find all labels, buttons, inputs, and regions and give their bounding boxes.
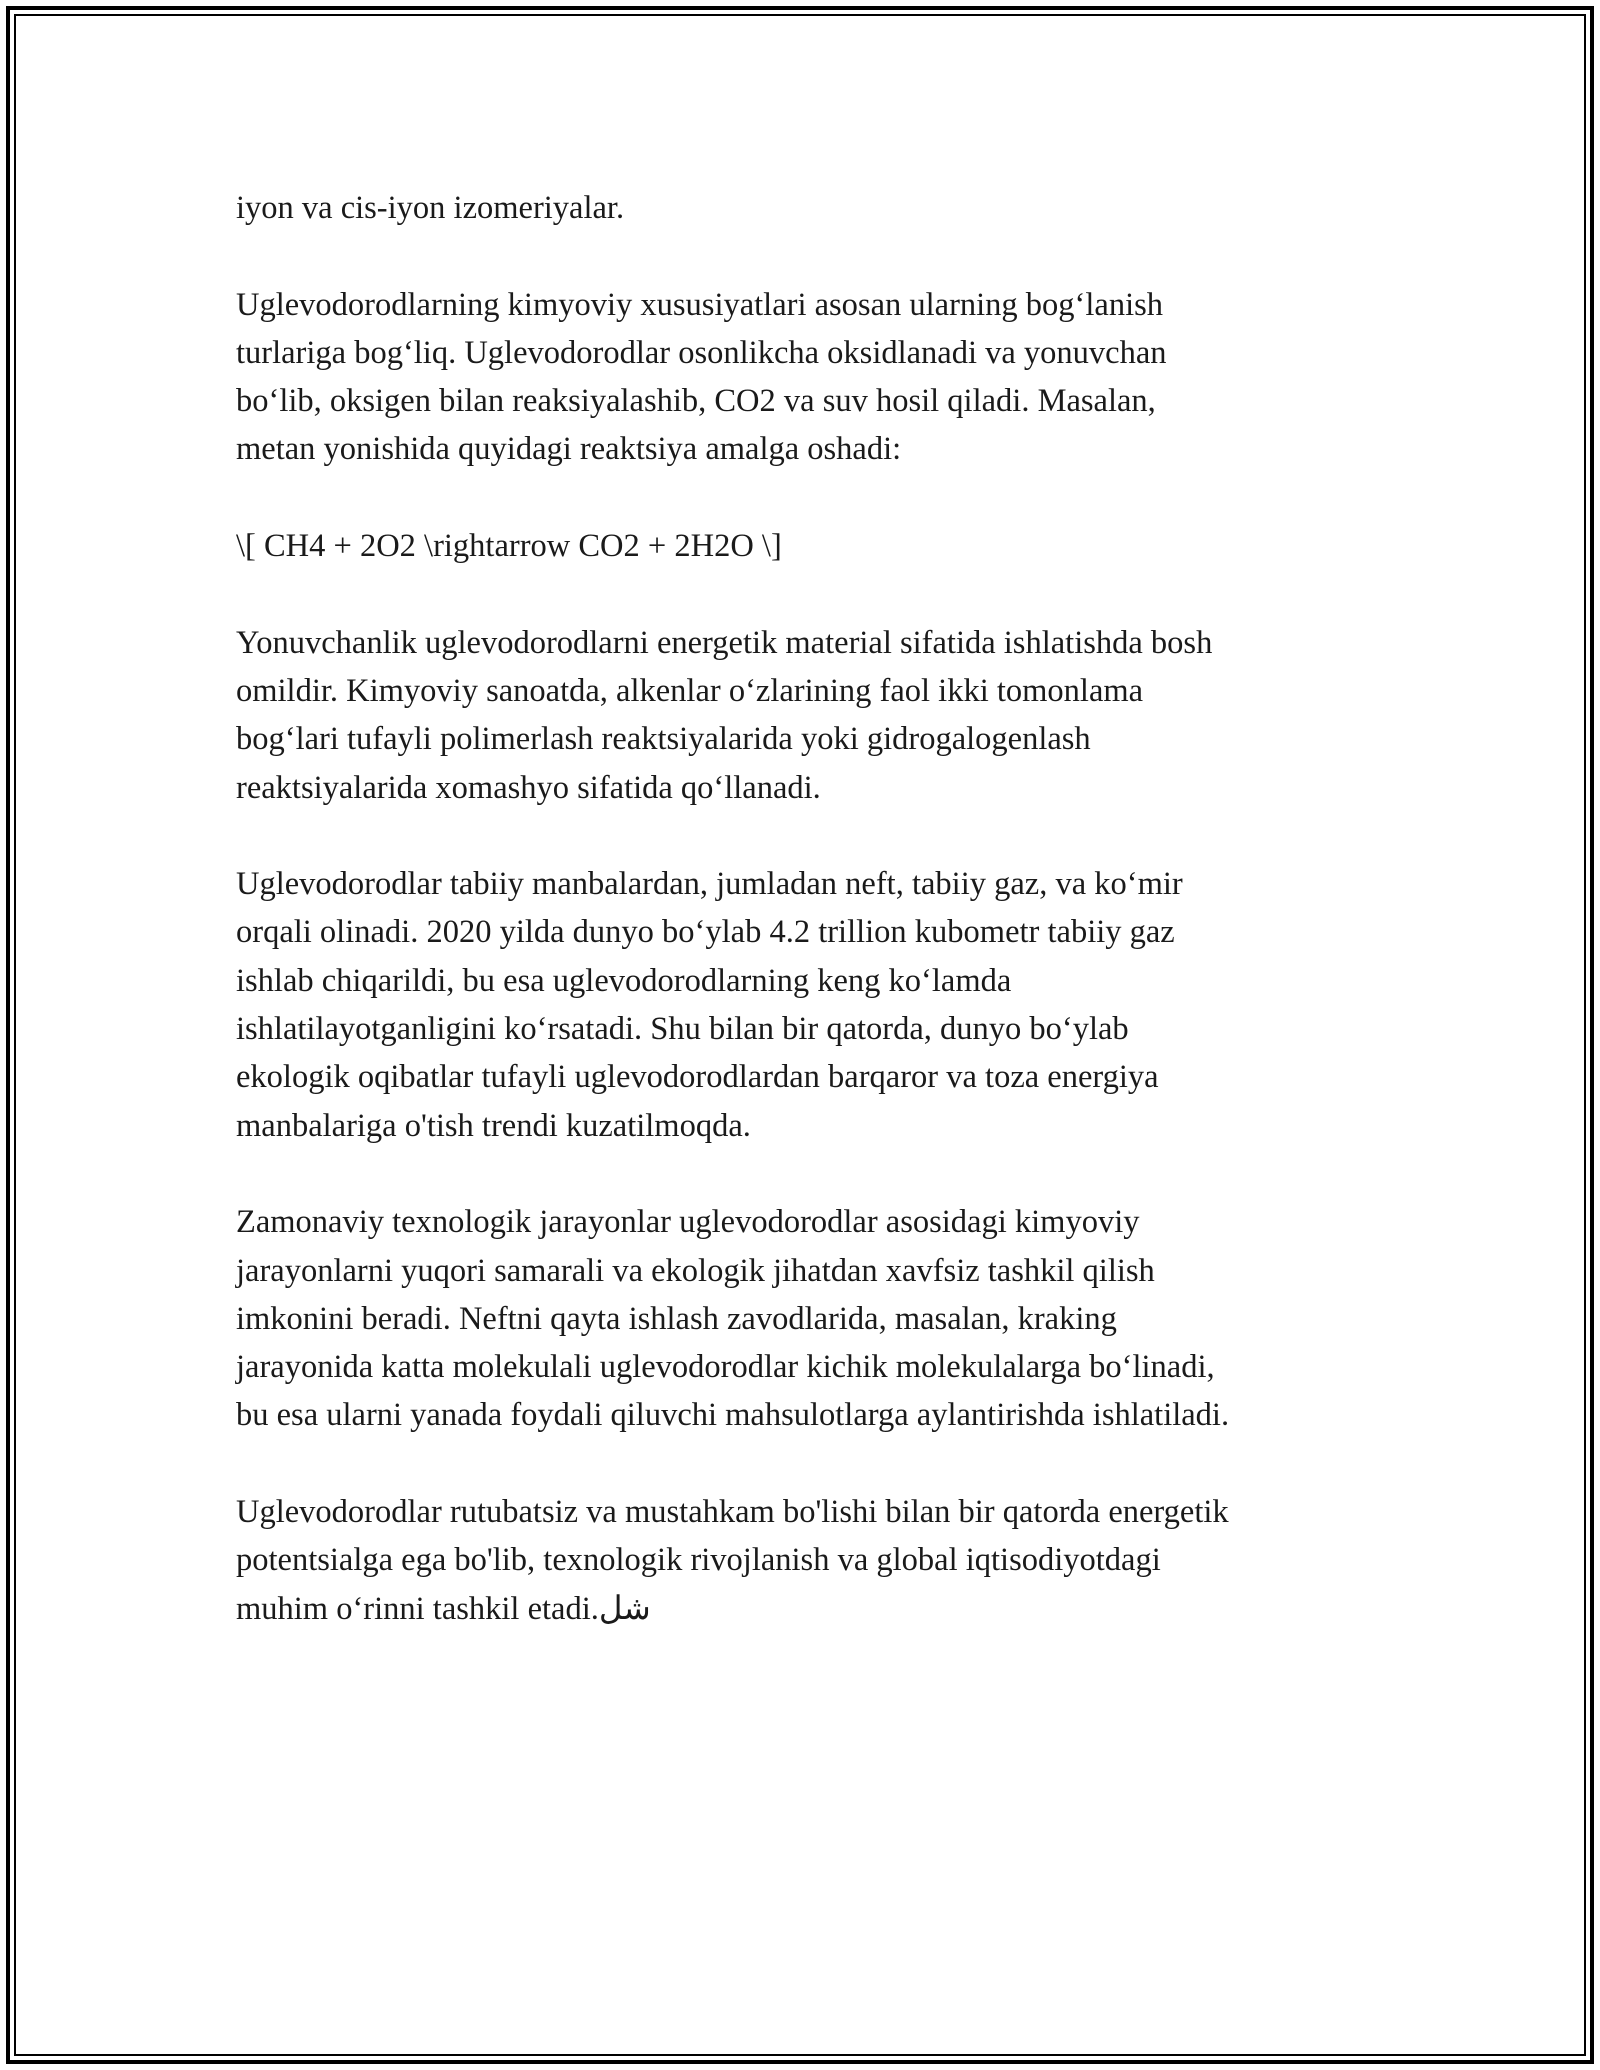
paragraph-flammability: Yonuvchanlik uglevodorodlarni energetik material sifatida ishlatishda bosh omildir. Kimyoviy sanoatda, alkenlar o‘zlarining faol ikki tomonlama bog‘lari tufayli polimerlash reaktsiyalarida yoki gidrogalogenlash reaktsiyalarida xomashyo sifatida qo‘llanadi. bbox=[236, 624, 1213, 806]
paragraph-natural-sources: Uglevodorodlar tabiiy manbalardan, jumladan neft, tabiiy gaz, va ko‘mir orqali olinadi. 2020 yilda dunyo bo‘ylab 4.2 trillion kubometr tabiiy gaz ishlab chiqarildi, bu esa uglevodorodlarning keng ko‘lamda ishlatilayotganligini ko‘rsatadi. Shu bilan bir qatorda, dunyo bo‘ylab ekologik oqibatlar tufayli uglevodorodlardan barqaror va toza energiya manbalariga o'tish trendi kuzatilmoqda. bbox=[236, 866, 1183, 1144]
paragraph-conclusion: Uglevodorodlar rutubatsiz va mustahkam bo'lishi bilan bir qatorda energetik potentsialga ega bo'lib, texnologik rivojlanish va global iqtisodiyotdagi muhim o‘rinni tashkil etadi.شل bbox=[236, 1494, 1229, 1627]
paragraph-modern-technologies: Zamonaviy texnologik jarayonlar uglevodorodlar asosidagi kimyoviy jarayonlarni yuqori samarali va ekologik jihatdan xavfsiz tashkil qilish imkonini beradi. Neftni qayta ishlash zavodlarida, masalan, kraking jarayonida katta molekulali uglevodorodlar kichik molekulalarga bo‘linadi, bu esa ularni yanada foydali qiluvchi mahsulotlarga aylantirishda ishlatiladi. bbox=[236, 1204, 1230, 1434]
paragraph-isomers: iyon va cis-iyon izomeriyalar. bbox=[236, 190, 625, 226]
paragraph-chemical-properties: Uglevodorodlarning kimyoviy xususiyatlari asosan ularning bog‘lanish turlariga bog‘liq. Uglevodorodlar osonlikcha oksidlanadi va yonuvchan bo‘lib, oksigen bilan reaksiyalashib, CO2 va suv hosil qiladi. Masalan, metan yonishida quyidagi reaktsiya amalga oshadi: bbox=[236, 286, 1167, 468]
paragraph-methane-equation: \[ CH4 + 2O2 \rightarrow CO2 + 2H2O \] bbox=[236, 528, 782, 565]
document-body bbox=[236, 184, 1396, 1681]
